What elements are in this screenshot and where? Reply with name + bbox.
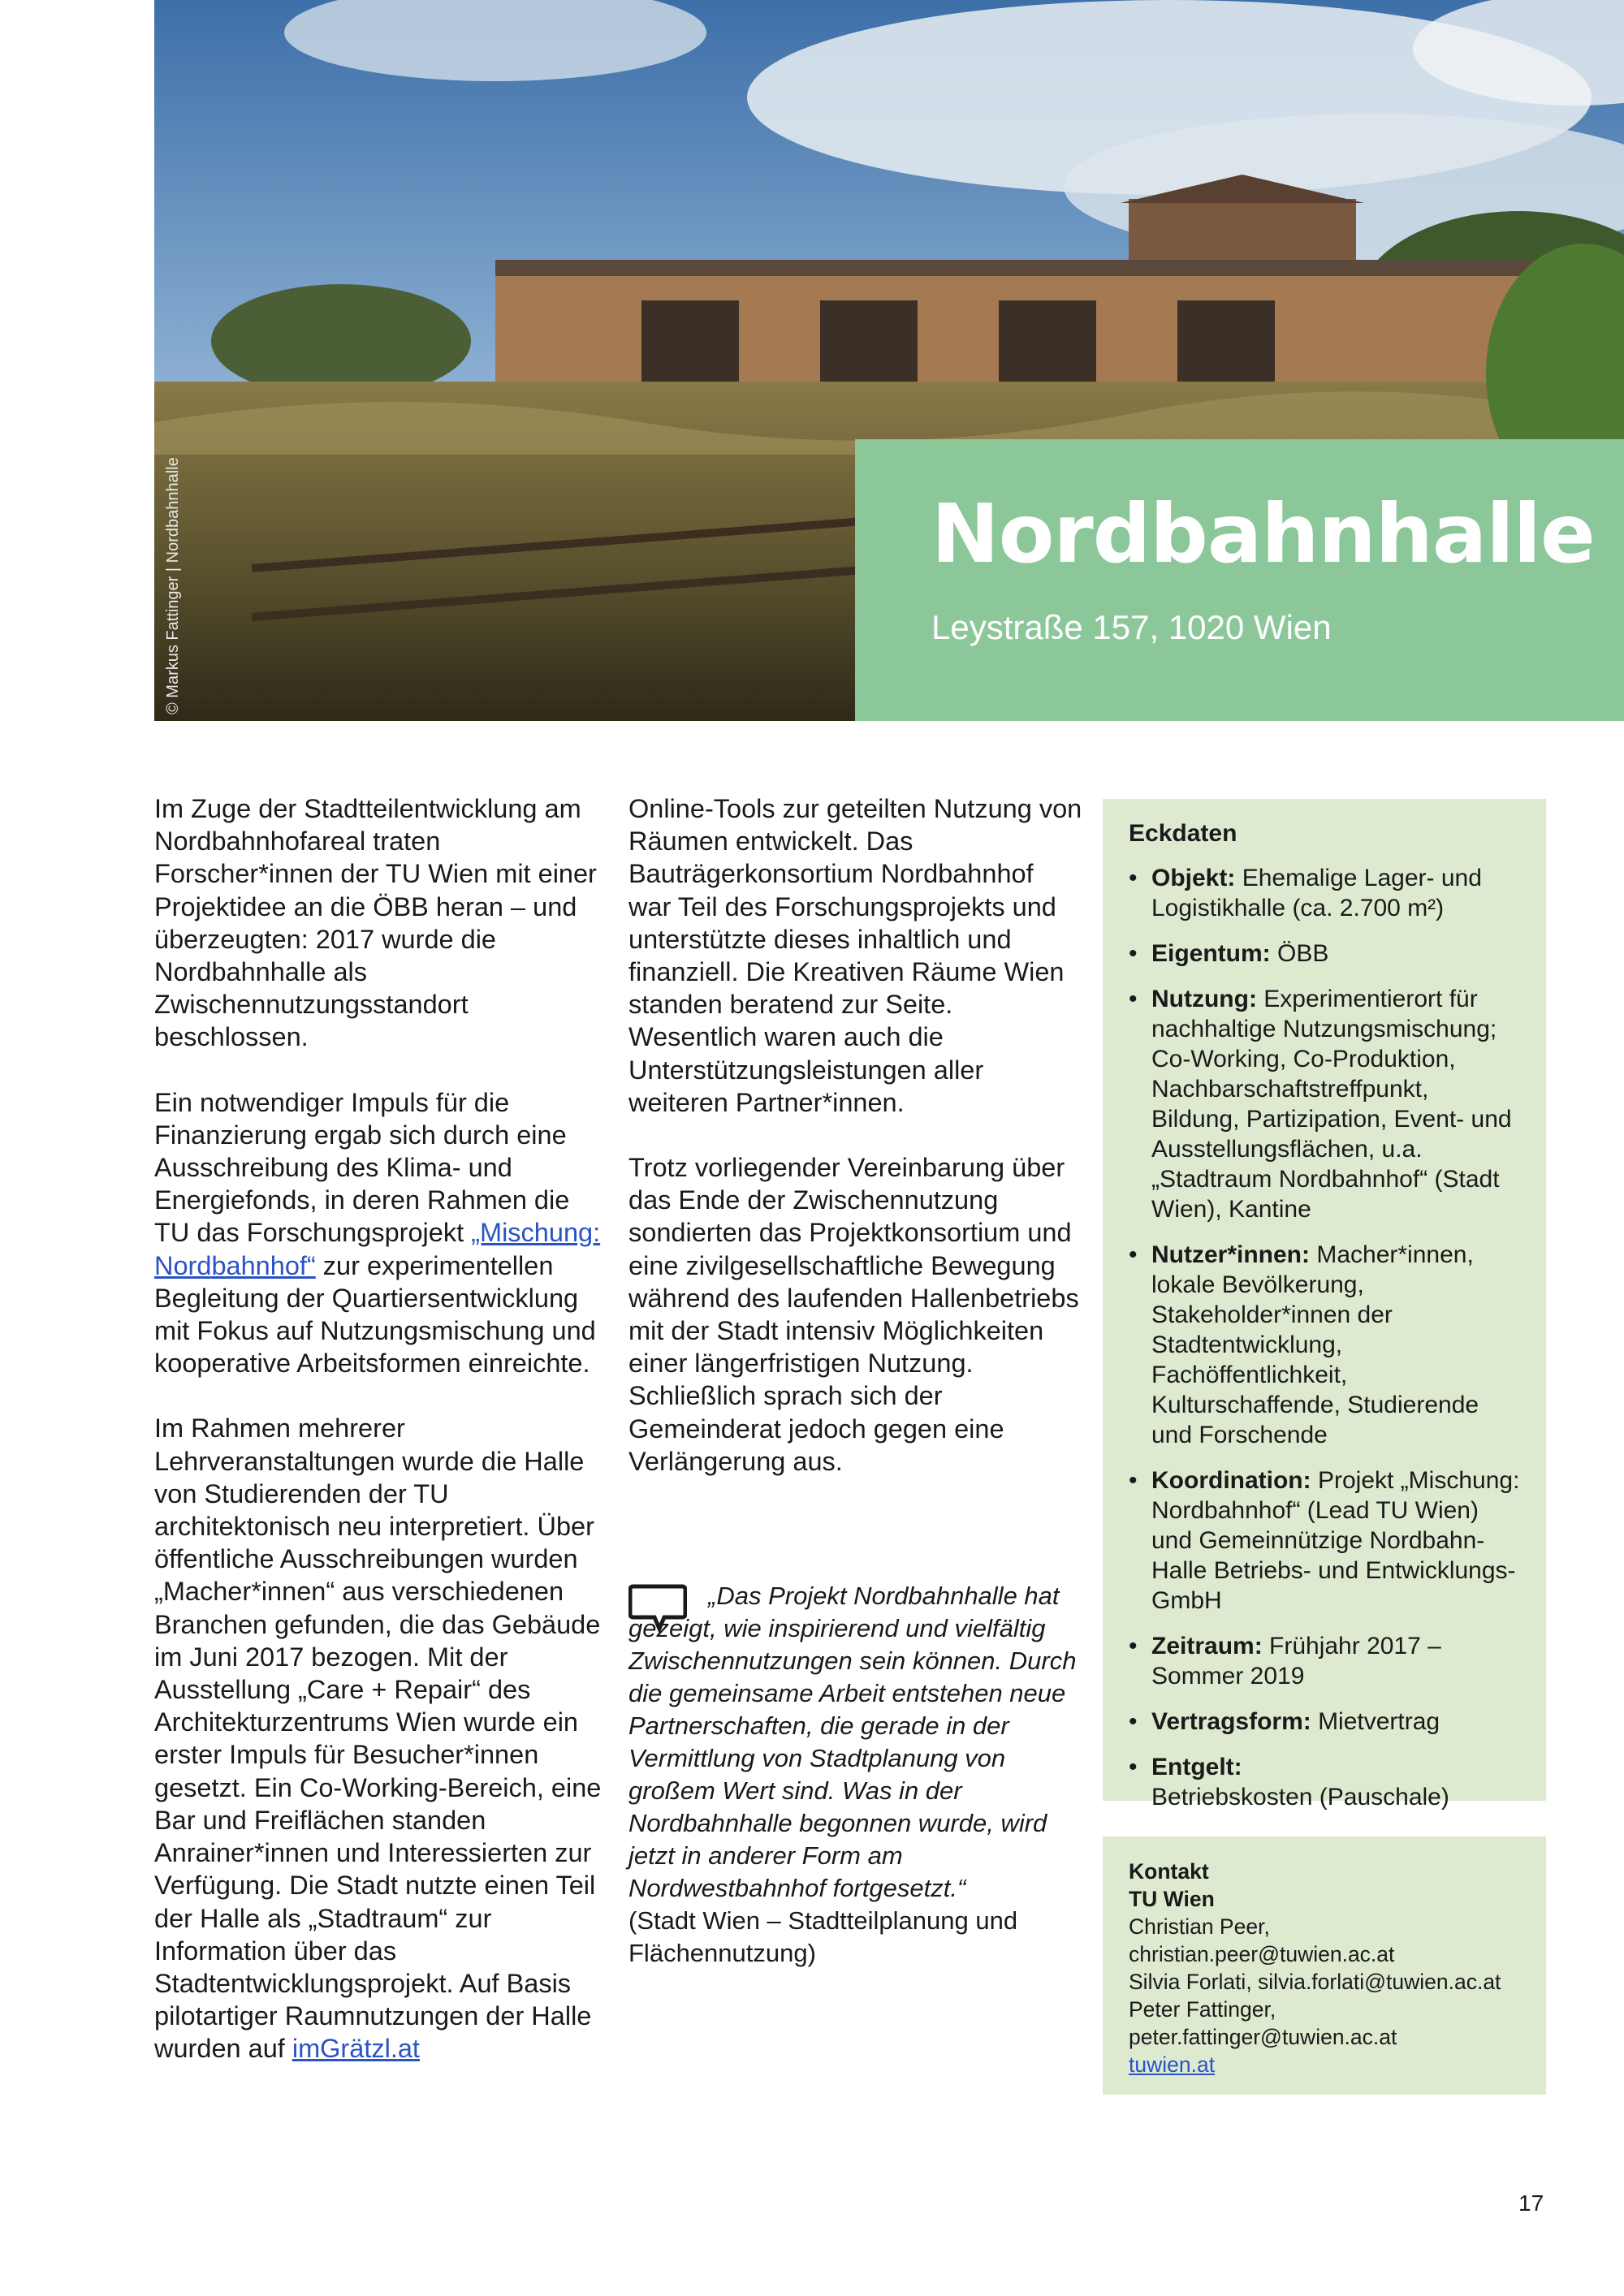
- contact-org: TU Wien: [1129, 1887, 1215, 1911]
- quote-text: [628, 1580, 1083, 1905]
- text-column-1: [154, 792, 609, 2098]
- fact-item: [1129, 863, 1523, 923]
- fact-item: [1129, 984, 1523, 1224]
- facts-heading: Eckdaten: [1129, 820, 1237, 847]
- quote-block: [628, 1580, 1083, 1970]
- tuwien-link[interactable]: tuwien.at: [1129, 2052, 1216, 2077]
- fact-label: Vertragsform:: [1151, 1708, 1311, 1735]
- fact-value: Macher*innen, lokale Bevölkerung, Stakeholder*innen der Stadtentwicklung, Fachöffentlichkeit, Kulturschaffende, Studierende und Forschende: [1151, 1241, 1479, 1448]
- page-title: Nordbahnhalle: [931, 486, 1595, 581]
- facts-list: [1129, 863, 1523, 1812]
- photo-credit: © Markus Fattinger | Nordbahnhalle: [164, 457, 182, 714]
- key-facts-box: [1103, 799, 1546, 1810]
- fact-item: [1129, 939, 1523, 969]
- fact-item: [1129, 1240, 1523, 1450]
- contact-box: [1103, 1836, 1546, 2095]
- fact-label: Zeitraum:: [1151, 1633, 1263, 1659]
- contact-email[interactable]: christian.peer@tuwien.ac.at: [1129, 1942, 1395, 1966]
- paragraph: Online-Tools zur geteilten Nutzung von Räumen entwickelt. Das Bauträgerkonsortium Nordbahnhof war Teil des Forschungsprojekts und unterstützte dieses inhaltlich und finanziell. Die Kreativen Räume Wien standen beratend zur Seite. Wesentlich waren auch die Unterstützungsleistungen aller weiteren Partner*innen.: [628, 794, 1082, 1117]
- fact-value: Ehemalige Lager- und Logistikhalle (ca. 2.700 m²): [1151, 865, 1482, 921]
- quote-body: „Das Projekt Nordbahnhalle hat gezeigt, wie inspirierend und vielfältig Zwischennutzungen sein können. Durch die gemeinsame Arbeit entstehen neue Partnerschaften, die gerade in der Vermittlung von Stadtplanung von großem Wert sind. Was in der Nordbahnhalle begonnen wurde, wird jetzt in anderer Form am Nordwestbahnhof fortgesetzt.“: [628, 1582, 1077, 1902]
- contact-line[interactable]: Silvia Forlati, silvia.forlati@tuwien.ac.at: [1129, 1970, 1501, 1994]
- fact-value: Betriebskosten (Pauschale): [1151, 1784, 1449, 1810]
- fact-value: Experimentierort für nachhaltige Nutzungsmischung; Co-Working, Co-Produktion, Nachbarschaftstreffpunkt, Bildung, Partizipation, Event- und Ausstellungsflächen, u.a. „Stadtraum Nordbahnhof“ (Stadt Wien), Kantine: [1151, 986, 1512, 1223]
- quote-source: (Stadt Wien – Stadtteilplanung und Flächennutzung): [628, 1906, 1018, 1967]
- fact-value: ÖBB: [1270, 940, 1329, 967]
- title-box: [855, 439, 1624, 721]
- contact-line: Christian Peer,: [1129, 1914, 1270, 1939]
- contact-heading: Kontakt: [1129, 1859, 1209, 1884]
- fact-label: Nutzer*innen:: [1151, 1241, 1310, 1268]
- fact-item: [1129, 1752, 1523, 1812]
- fact-label: Nutzung:: [1151, 986, 1257, 1012]
- speech-bubble-icon: [628, 1583, 687, 1634]
- fact-item: [1129, 1707, 1523, 1737]
- contact-email[interactable]: peter.fattinger@tuwien.ac.at: [1129, 2025, 1397, 2049]
- fact-item: [1129, 1631, 1523, 1691]
- paragraph: [154, 1086, 609, 1380]
- text-column-2: [628, 792, 1083, 1510]
- page-number: 17: [1518, 2190, 1544, 2216]
- contact-line: Peter Fattinger,: [1129, 1997, 1276, 2022]
- paragraph: [154, 1412, 609, 2065]
- paragraph: Trotz vorliegender Vereinbarung über das Ende der Zwischennutzung sondierten das Projektkonsortium und eine zivilgesellschaftliche Bewegung während des laufenden Hallenbetriebs mit der Stadt intensiv Möglichkeiten einer längerfristigen Nutzung. Schließlich sprach sich der Gemeinderat jedoch gegen eine Verlängerung aus.: [628, 1153, 1079, 1476]
- address: Leystraße 157, 1020 Wien: [931, 608, 1332, 646]
- text: Im Rahmen mehrerer Lehrveranstaltungen wurde die Halle von Studierenden der TU architektonisch neu interpretiert. Über öffentliche Ausschreibungen wurden „Macher*innen“ aus verschiedenen Branchen gefunden, die das Gebäude im Juni 2017 bezogen. Mit der Ausstellung „Care + Repair“ des Architekturzentrums Wien wurde ein erster Impuls für Besucher*innen gesetzt. Ein Co-Working-Bereich, eine Bar und Freiflächen standen Anrainer*innen und Interessierten zur Verfügung. Die Stadt nutzte einen Teil der Halle als „Stadtraum“ zur Information über das Stadtentwicklungsprojekt. Auf Basis pilotartiger Raumnutzungen der Halle wurden auf: [154, 1413, 602, 2064]
- fact-label: Objekt:: [1151, 865, 1236, 891]
- fact-value: Projekt „Mischung: Nordbahnhof“ (Lead TU Wien) und Gemeinnützige Nordbahn-Halle Betriebs- und Entwicklungs-GmbH: [1151, 1467, 1520, 1614]
- paragraph: Im Zuge der Stadtteilentwicklung am Nordbahnhofareal traten Forscher*innen der TU Wien mit einer Projektidee an die ÖBB heran – und überzeugten: 2017 wurde die Nordbahnhalle als Zwischennutzungsstandort beschlossen.: [154, 794, 597, 1052]
- text: Ein notwendiger Impuls für die Finanzierung ergab sich durch eine Ausschreibung des Klima- und Energiefonds, in deren Rahmen die TU das Forschungsprojekt: [154, 1087, 570, 1248]
- imgraetzl-link[interactable]: imGrätzl.at: [292, 2034, 420, 2064]
- fact-value: Mietvertrag: [1311, 1708, 1440, 1735]
- fact-item: [1129, 1465, 1523, 1616]
- research-project-link[interactable]: „Mischung: Nordbahnhof“: [154, 1218, 601, 1280]
- fact-label: Eigentum:: [1151, 940, 1271, 967]
- fact-value: Frühjahr 2017 – Sommer 2019: [1151, 1633, 1441, 1690]
- fact-label: Entgelt:: [1151, 1754, 1242, 1780]
- fact-label: Koordination:: [1151, 1467, 1311, 1494]
- text: zur experimentellen Begleitung der Quartiersentwicklung mit Fokus auf Nutzungsmischung und kooperative Arbeitsformen einreichte.: [154, 1250, 596, 1379]
